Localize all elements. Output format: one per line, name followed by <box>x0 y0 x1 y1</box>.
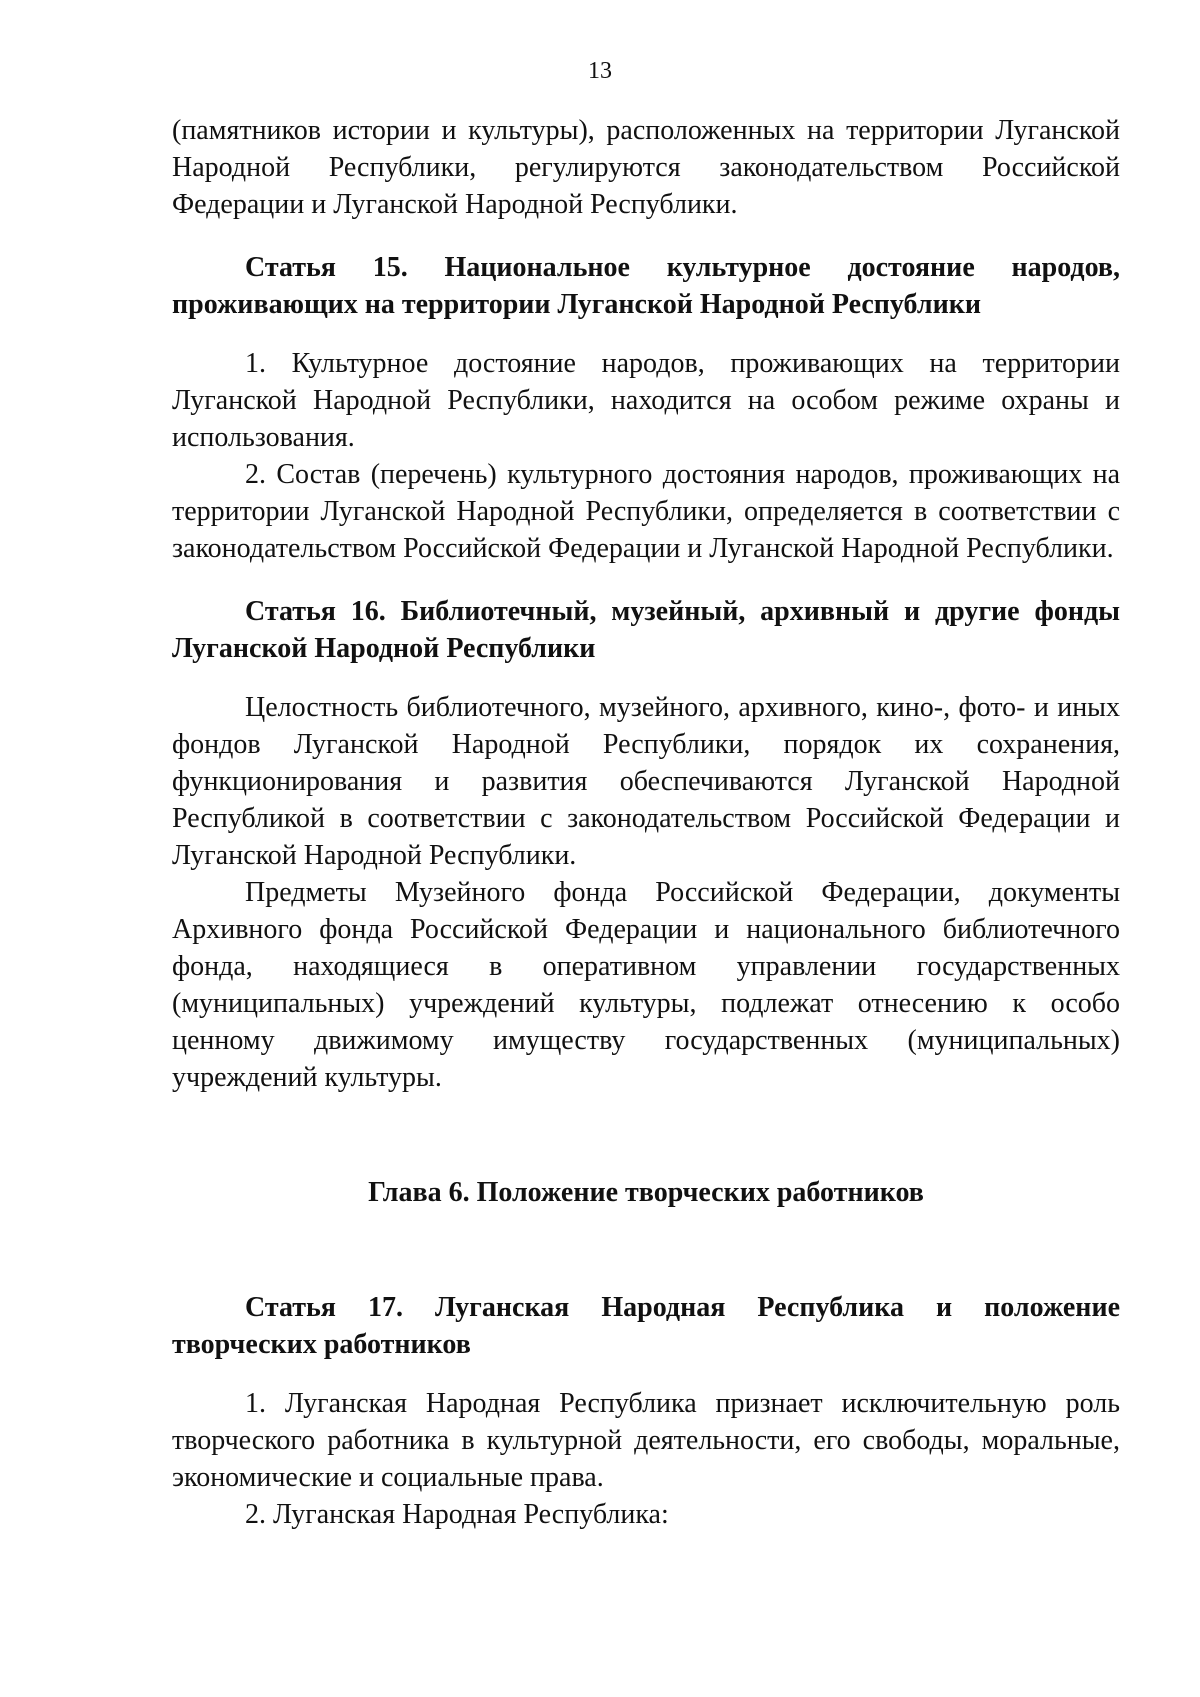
page-number: 13 <box>588 58 612 84</box>
article-17-title: Статья 17. Луганская Народная Республика и положение творческих работников <box>172 1292 1120 1360</box>
article-15-paragraph-2: 2. Состав (перечень) культурного достояния народов, проживающих на территории Луганской Народной Республики, определяется в соответствии с законодательством Российской Федерации и Луганской Народной Республики. <box>172 459 1120 564</box>
article-16-title: Статья 16. Библиотечный, музейный, архивный и другие фонды Луганской Народной Республики <box>172 596 1120 664</box>
intro-paragraph: (памятников истории и культуры), расположенных на территории Луганской Народной Республики, регулируются законодательством Российской Федерации и Луганской Народной Республики. <box>172 115 1120 220</box>
article-17-paragraph-1: 1. Луганская Народная Республика признает исключительную роль творческого работника в культурной деятельности, его свободы, моральные, экономические и социальные права. <box>172 1388 1120 1493</box>
article-17-paragraph-2: 2. Луганская Народная Республика: <box>245 1499 669 1530</box>
article-16-paragraph-2: Предметы Музейного фонда Российской Федерации, документы Архивного фонда Российской Федерации и национального библиотечного фонда, находящиеся в оперативном управлении государственных (муниципальных) учреждений культуры, подлежат отнесению к особо ценному движимому имуществу государственных (муниципальных) учреждений культуры. <box>172 877 1120 1093</box>
article-15-title: Статья 15. Национальное культурное достояние народов, проживающих на территории Луганской Народной Республики <box>172 252 1120 320</box>
document-body <box>172 112 1120 1533</box>
chapter-6-title: Глава 6. Положение творческих работников <box>368 1177 924 1208</box>
article-16-paragraph-1: Целостность библиотечного, музейного, архивного, кино-, фото- и иных фондов Луганской Народной Республики, порядок их сохранения, функционирования и развития обеспечиваются Луганской Народной Республикой в соответствии с законодательством Российской Федерации и Луганской Народной Республики. <box>172 692 1120 871</box>
article-15-paragraph-1: 1. Культурное достояние народов, проживающих на территории Луганской Народной Республики, находится на особом режиме охраны и использования. <box>172 348 1120 453</box>
